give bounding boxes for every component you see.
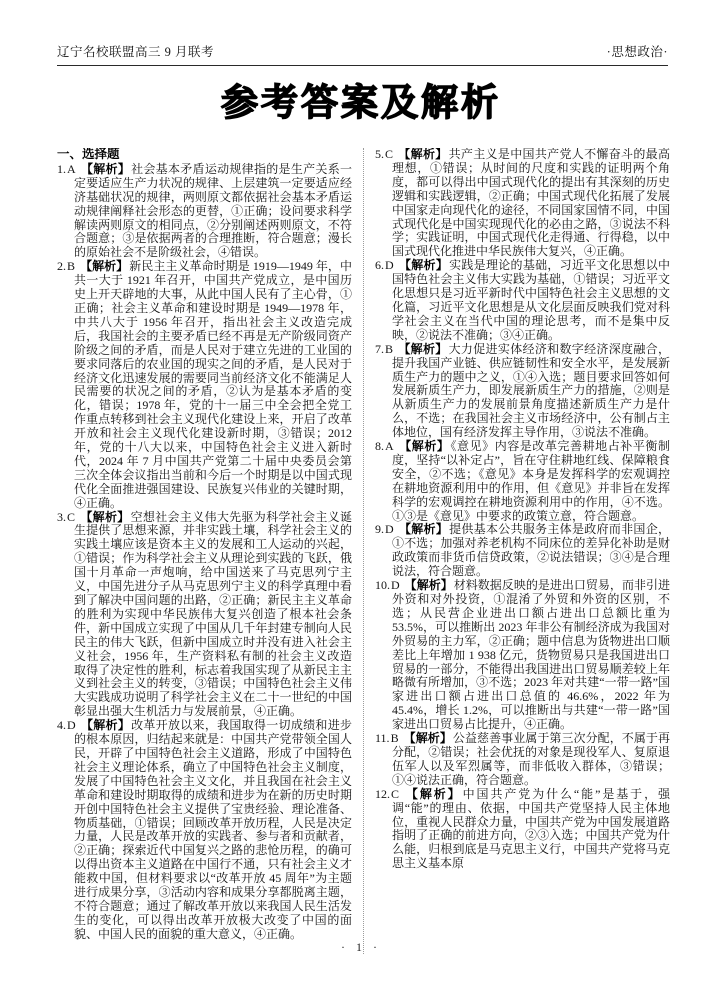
subject-name: ·思想政治·: [606, 45, 668, 59]
analysis-label: 【解析】: [404, 578, 453, 593]
item-number: 10.: [375, 578, 390, 593]
item-answer: D: [385, 522, 394, 537]
analysis-label: 【解析】: [398, 258, 449, 273]
section-heading: 一、选择题: [57, 148, 120, 161]
item-answer: D: [67, 718, 76, 733]
item-answer: C: [385, 148, 394, 161]
answer-item: [375, 732, 670, 788]
analysis-label: 【解析】: [403, 731, 452, 746]
item-answer: D: [391, 578, 400, 593]
item-number: 2.: [57, 259, 66, 274]
answer-item: [375, 788, 670, 871]
analysis-text: 中国共产党为什么“能”是基于，强调“能”的理由、依据，中国共产党坚持人民主体地位，重视人民群众力量，中国共产党为中国发展道路指明了正确的前进方向，②③入选；中国共产党为什么能，归根到底是马克思主义行，中国共产党将马克思主义基本原: [392, 786, 670, 871]
analysis-label: 【解析】: [80, 259, 129, 274]
item-number: 12.: [375, 786, 390, 801]
item-answer: A: [385, 439, 394, 454]
answer-list: [57, 148, 670, 954]
item-number: 9.: [375, 522, 384, 537]
analysis-text: 空想社会主义伟大先驱为科学社会主义诞生提供了思想来源，并非实践土壤，科学社会主义的实践土壤应该是资本主义的发展和工人运动的兴起，①错误；作为科学社会主义从理论到实践的飞跃，俄国十月革命一声炮响，给中国送来了马克思列宁主义，中国先进分子从马克思列宁主义的科学真理中看到了解决中国问题的出路，②正确；新民主主义革命的胜利为实现中华民族伟大复兴创造了根本社会条件，新中国成立实现了中国从几千年封建专制向人民民主的伟大飞跃，但新中国成立时并没有进入社会主义社会，1956 年，生产资料私有制的社会主义改造取得了决定性的胜利，标志着我国实现了从新民主主义到社会主义的转变，③错误；中国特色社会主义伟大实践成功说明了科学社会主义在二十一世纪的中国彰显出强大生机活力与发展前景，④正确。: [74, 509, 352, 719]
page-number: · 1 ·: [341, 940, 381, 954]
analysis-text: 《意见》内容是改革完善耕地占补平衡制度，坚持“以补定占”，旨在守住耕地红线、保障粮食安全，②不选；《意见》本身是发挥科学的宏观调控在耕地资源利用中的作用，但《意见》并非旨在发挥科学的宏观调控在耕地资源利用中的作用，④不选。①③是《意见》中要求的政策立意，符合题意。: [392, 439, 670, 523]
analysis-text: 改革开放以来，我国取得一切成绩和进步的根本原因，归结起来就是：中国共产党带领全国人民，开辟了中国特色社会主义道路，形成了中国特色社会主义理论体系，确立了中国特色社会主义制度，发展了中国特色社会主义文化，并且我国在社会主义革命和建设时期取得的成绩和进步为在新的历史时期开创中国特色社会主义提供了宝贵经验、理论准备、物质基础，①错误；回顾改革开放历程，人民是决定力量，人民是改革开放的实践者、参与者和贡献者，②正确；探索近代中国复兴之路的悲怆历程，的确可以得出资本主义道路在中国行不通，只有社会主义才能救中国，但材料要求以“改革开放 45 周年”为主题进行成果分享，③活动内容和成果分享都脱离主题，不符合题意；通过了解改革开放以来我国人民生活发生的变化，可以得出改革开放极大改变了中国的面貌、中国人民的面貌的重大意义，④正确。: [74, 718, 352, 941]
analysis-text: 公益慈善事业属于第三次分配，不属于再分配，②错误；社会优抚的对象是现役军人、复原退伍军人以及军烈属等，而非低收入群体，③错误；①④说法正确，符合题意。: [392, 731, 670, 787]
answer-item: [375, 343, 670, 440]
page-header: [57, 42, 668, 66]
analysis-label: 【解析】: [404, 786, 462, 801]
answer-item: [57, 511, 352, 720]
answer-item: [57, 163, 352, 260]
analysis-label: 【解析】: [398, 341, 448, 356]
item-answer: C: [391, 786, 400, 801]
item-number: 7.: [375, 341, 384, 356]
analysis-label: 【解析】: [80, 161, 131, 176]
answer-item: [375, 259, 670, 342]
answer-item: [375, 148, 670, 259]
item-answer: C: [67, 509, 76, 524]
analysis-text: 大力促进实体经济和数字经济深度融合，提升我国产业链、供应链韧性和安全水平，是发展新质生产力的题中之义，①④入选；题目要求回答如何发展新质生产力，即发展新质生产力的措施，②则是从新质生产力的发展前景角度描述新质生产力是什么，不选；在我国社会主义市场经济中，公有制占主体地位，国有经济发挥主导作用，③说法不准确。: [392, 341, 670, 440]
exam-name: 辽宁名校联盟高三 9 月联考: [57, 45, 215, 59]
item-number: 3.: [57, 509, 66, 524]
item-answer: B: [67, 259, 76, 274]
analysis-text: 共产主义是中国共产党人不懈奋斗的最高理想，①错误；从时间的尺度和实践的证明两个角度，都可以得出中国式现代化的提出有其深刻的历史逻辑和实践逻辑，②正确；中国式现代化拓展了发展中国家走向现代化的途径，不同国家国情不同，中国式现代化是中国实现现代化的必由之路，③说法不科学；实践证明，中国式现代化走得通、行得稳，以中国式现代化推进中华民族伟大复兴，④正确。: [392, 148, 670, 259]
answer-content: [57, 148, 670, 954]
answer-item: [375, 523, 670, 579]
answer-item: [57, 260, 352, 510]
analysis-label: 【解析】: [398, 148, 448, 161]
item-number: 8.: [375, 439, 384, 454]
analysis-text: 社会基本矛盾运动规律指的是生产关系一定要适应生产力状况的规律、上层建筑一定要适应经济基础状况的规律，两则原文都依据社会基本矛盾运动规律阐释社会形态的更替，①正确；设问要求科学解读两则原文的相同点，②分别阐述两则原文，不符合题意；③是依据两者的合理推断，符合题意；漫长的原始社会不是阶级社会，④错误。: [74, 161, 352, 260]
analysis-text: 新民主主义革命时期是 1919—1949 年，中共一大于 1921 年召开，中国共产党成立，是中国历史上开天辟地的大事，从此中国人民有了主心骨，①正确；社会主义革命和建设时期是 1949—1978 年，中共八大于 1956 年召开，指出社会主义改造完成后，我国社会的主要矛盾已经不再是无产阶级同资产阶级之间的矛盾，而是人民对于建立先进的工业国的要求同落后的农业国的现实之间的矛盾，是人民对于经济文化迅速发展的需要同当前经济文化不能满足人民需要的状况之间的矛盾，②认为是基本矛盾的变化，错误；1978 年，党的十一届三中全会把全党工作重点转移到社会主义现代化建设上来，开启了改革开放和社会主义现代化建设新时期，③错误；2012 年，党的十八大以来，中国特色社会主义进入新时代，2024 年 7 月中国共产党第二十届中央委员会第三次全体会议指出当前和今后一个时期是以中国式现代化全面推进强国建设、民族复兴伟业的关键时期，④正确。: [74, 259, 352, 510]
analysis-text: 提供基本公共服务主体是政府而非国企，①不选；加强对养老机构不同床位的差异化补助是财政政策而非货币信贷政策，②说法错误；③④是合理说法，符合题意。: [392, 522, 670, 579]
item-number: 5.: [375, 148, 384, 161]
analysis-label: 【解析】: [398, 439, 450, 454]
page-title: 参考答案及解析: [221, 82, 501, 123]
analysis-text: 材料数据反映的是进出口贸易，而非引进外资和对外投资，①混淆了外贸和外资的区别，不选；从民营企业进出口额占进出口总额比重为 53.5%，可以推断出 2023 年非公有制经济成为我国对外贸易的主力军，②正确；题中信息为货物进出口顺差比上年增加 1 938 亿元，货物贸易只是我国进出口贸易的一部分，不能得出我国进出口贸易顺差较上年略微有所增加，③不选；2023 年对共建“一带一路”国家进出口额占进出口总值的 46.6%，2022 年为 45.4%，增长 1.2%，可以推断出与共建“一带一路”国家进出口贸易占比提升，④正确。: [392, 578, 670, 732]
analysis-label: 【解析】: [80, 509, 130, 524]
answer-item: [57, 719, 352, 942]
analysis-label: 【解析】: [80, 718, 131, 733]
item-answer: B: [390, 731, 399, 746]
item-number: 4.: [57, 718, 66, 733]
item-number: 1.: [57, 161, 66, 176]
answer-item: [375, 579, 670, 732]
analysis-label: 【解析】: [398, 522, 449, 537]
item-answer: A: [67, 161, 76, 176]
item-answer: D: [385, 258, 394, 273]
analysis-text: 实践是理论的基础，习近平文化思想以中国特色社会主义伟大实践为基础，①错误；习近平文化思想只是习近平新时代中国特色社会主义思想的文化篇，习近平文化思想是从文化层面反映我们党对科学社会主义在当代中国的理论思考，而不是集中反映，②说法不准确；③④正确。: [392, 258, 670, 342]
answer-item: [375, 440, 670, 523]
item-number: 11.: [375, 731, 390, 746]
item-number: 6.: [375, 258, 384, 273]
item-answer: B: [385, 341, 394, 356]
